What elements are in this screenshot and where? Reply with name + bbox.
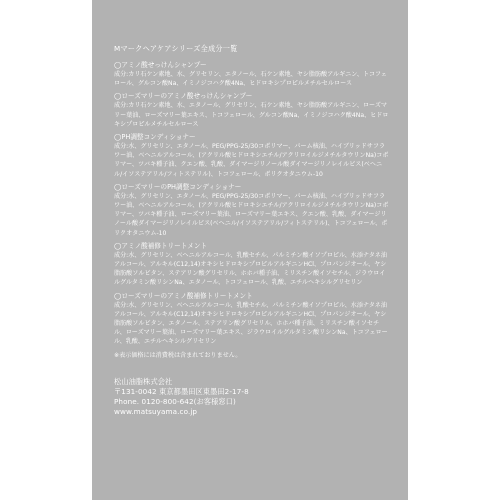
section-ingredients: 成分:水、グリセリン、エタノール、PEG/PPG-25/30コポリマー、パーム核油、ハイブリッドサフラワー油、ベヘニルアルコール、(アクリル酸ヒドロキシエチル/アクリロイルジメチルタウリンNa)コポリマー、ツバキ種子油、ローズマリー葉油、ローズマリー葉エキス、クエン酸、乳酸、ダイマージリノール酸ダイマージリノレイルビス(ベヘニル/イソステアリル/フィトステリル)、トコフェロール、ポリクオタニウム-10: [114, 192, 389, 237]
company-address: 〒131-0042 東京都墨田区東墨田2-17-8: [114, 387, 249, 397]
section-rosemary-shampoo: [114, 92, 390, 129]
section-heading: ◯ローズマリーのアミノ酸補修トリートメント: [114, 291, 253, 300]
company-info: [114, 377, 390, 418]
section-ph-conditioner: [114, 133, 390, 179]
section-rosemary-conditioner: [114, 183, 390, 238]
section-amino-treatment: [114, 242, 390, 288]
section-heading: ◯アミノ酸せっけんシャンプー: [114, 61, 207, 69]
company-name: 松山油脂株式会社: [114, 376, 173, 386]
ingredient-panel: [92, 0, 408, 500]
section-ingredients: 成分:水、グリセリン、ベヘニルアルコール、乳酸セチル、パルミチン酸イソプロピル、水添ナタネ油アルコール、アルキル(C12,14)オキシヒドロキシプロピルアルギニンHCl、プロパンジオール、ヤシ脂肪酸ソルビタン、ステアリン酸グリセリル、ホホバ種子油、ミリスチン酸イソセチル、ジラウロイルグルタミン酸リシンNa、エタノール、トコフェロール、乳酸、エチルヘキシルグリセリン: [114, 251, 387, 287]
document-title: Mマークヘアケアシリーズ全成分一覧: [114, 44, 238, 53]
panel-content: [114, 44, 390, 418]
section-heading: ◯PH調整コンディショナー: [114, 133, 196, 142]
company-phone: Phone. 0120-800-642(お客様窓口): [114, 397, 236, 407]
section-amino-shampoo: [114, 61, 390, 88]
section-ingredients: 成分:カリ石ケン素地、水、エタノール、グリセリン、石ケン素地、ヤシ脂肪酸アルギニン、ローズマリー葉油、ローズマリー葉エキス、トコフェロール、グルコン酸Na、イミノジコハク酸4Na、ヒドロキシプロピルメチルセルロース: [114, 102, 389, 128]
section-rosemary-treatment: [114, 292, 390, 347]
company-url[interactable]: www.matsuyama.co.jp: [114, 407, 198, 417]
price-note: ※表示価格には消費税は含まれておりません。: [114, 351, 242, 359]
section-heading: ◯アミノ酸補修トリートメント: [114, 241, 208, 250]
section-heading: ◯ローズマリーのアミノ酸せっけんシャンプー: [114, 92, 253, 101]
section-ingredients: 成分:カリ石ケン素地、水、グリセリン、エタノール、石ケン素地、ヤシ脂肪酸アルギニン、トコフェロール、グルコン酸Na、イミノジコハク酸4Na、ヒドロキシプロピルメチルセルロース: [114, 71, 387, 88]
section-ingredients: 成分:水、グリセリン、ベヘニルアルコール、乳酸セチル、パルミチン酸イソプロピル、水添ナタネ油アルコール、アルキル(C12,14)オキシヒドロキシプロピルアルギニンHCl、プロパンジオール、ヤシ脂肪酸ソルビタン、エタノール、ステアリン酸グリセリル、ホホバ種子油、ミリスチン酸イソセチル、ローズマリー葉油、ローズマリー葉エキス、ジラウロイルグルタミン酸リシンNa、トコフェロール、乳酸、エチルヘキシルグリセリン: [114, 301, 388, 346]
section-ingredients: 成分:水、グリセリン、エタノール、PEG/PPG-25/30コポリマー、パーム核油、ハイブリッドサフラワー油、ベヘニルアルコール、(アクリル酸ヒドロキシエチル/アクリロイルジメチルタウリンNa)コポリマー、ツバキ種子油、クエン酸、乳酸、ダイマージリノール酸ダイマージリノレイルビス(ベヘニル/イソステアリル/フィトステリル)、トコフェロール、ポリクオタニウム-10: [114, 143, 389, 178]
section-heading: ◯ローズマリーのPH調整コンディショナー: [114, 182, 242, 191]
